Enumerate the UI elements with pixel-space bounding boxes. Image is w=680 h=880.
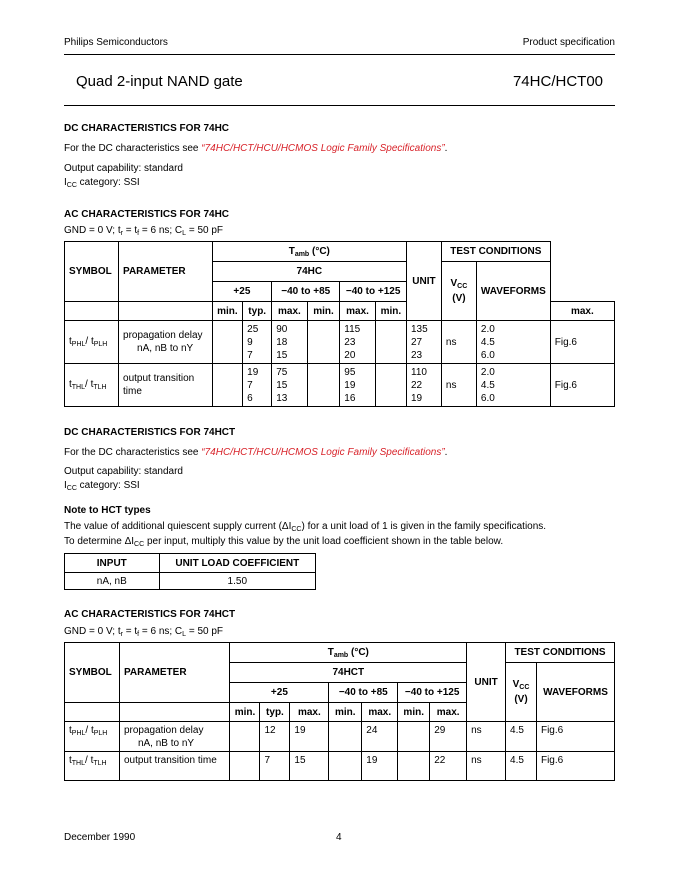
unit-header: UNIT <box>467 643 506 722</box>
parameter-cell: output transition time <box>119 364 213 407</box>
max-value: 19 <box>290 722 329 752</box>
typ-value: 19 7 6 <box>243 364 272 407</box>
symbol-header: SYMBOL <box>65 242 119 302</box>
max-value: 19 <box>362 752 398 781</box>
symbol-header: SYMBOL <box>65 643 120 703</box>
typ-value: 12 <box>260 722 290 752</box>
note-line-2: To determine $\Delta I_{CC}$ per input, multiply this value by the unit load coefficient shown in the table below. <box>64 536 504 548</box>
t125-header: −40 to +125 <box>398 683 467 703</box>
parameter-header: PARAMETER <box>119 643 230 703</box>
unit-load-table <box>64 553 316 590</box>
symbol-cell: $t_{THL}/$ $t_{TLH}$ <box>65 752 120 781</box>
table-row <box>65 321 615 364</box>
footer-date: December 1990 <box>64 832 136 843</box>
note-line-1: The value of additional quiescent supply current $(\Delta I_{CC})$ for a unit load of 1 is given in the family specifications. <box>64 521 547 533</box>
title-rule <box>64 105 615 106</box>
vcc-value: 2.0 4.5 6.0 <box>476 364 550 407</box>
vcc-value: 4.5 <box>506 722 537 752</box>
dc-hct-icc: $I_{CC}$ category: SSI <box>64 480 140 492</box>
max-header: max. <box>430 703 467 722</box>
parameter-cell: propagation delay nA, nB to nY <box>119 321 213 364</box>
dc-hc-output: Output capability: standard <box>64 163 183 174</box>
table-row <box>65 364 615 407</box>
max-header: max. <box>550 302 614 321</box>
family-spec-link[interactable]: “74HC/HCT/HCU/HCMOS Logic Family Specifications” <box>201 447 445 458</box>
t25-header: +25 <box>230 683 329 703</box>
max-value: 24 <box>362 722 398 752</box>
vcc-value: 2.0 4.5 6.0 <box>476 321 550 364</box>
ac-hc-heading: AC CHARACTERISTICS FOR 74HC <box>64 209 230 220</box>
waveform-cell: Fig.6 <box>550 321 614 364</box>
parameter-cell: output transition time <box>119 752 230 781</box>
max-header: max. <box>362 703 398 722</box>
min-header: min. <box>398 703 430 722</box>
coefficient-cell: 1.50 <box>159 573 315 590</box>
vcc-header: $V_{CC}$ (V) <box>506 663 537 722</box>
max-value: 95 19 16 <box>340 364 375 407</box>
unit-cell: ns <box>441 321 476 364</box>
symbol-cell: $t_{PHL}/$ $t_{PLH}$ <box>65 321 119 364</box>
tamb-header: $T_{amb}$ (°C) <box>212 242 406 262</box>
vcc-value: 4.5 <box>506 752 537 781</box>
page-title: Quad 2-input NAND gate <box>76 73 243 90</box>
unit-cell: ns <box>467 722 506 752</box>
max-value: 75 15 13 <box>272 364 307 407</box>
family-header: 74HCT <box>230 663 467 683</box>
max-header: max. <box>340 302 375 321</box>
min-header: min. <box>329 703 362 722</box>
test-conditions-header: TEST CONDITIONS <box>441 242 550 262</box>
part-number: 74HC/HCT00 <box>512 73 603 90</box>
ac-hc-table <box>64 241 615 407</box>
coefficient-header: UNIT LOAD COEFFICIENT <box>159 554 315 573</box>
dc-hct-output: Output capability: standard <box>64 466 183 477</box>
typ-value: 25 9 7 <box>243 321 272 364</box>
ac-hc-conditions: GND = 0 V; $t_r = t_f = 6$ ns; $C_L = 50$ pF <box>64 225 224 237</box>
tamb-header: $T_{amb}$ (°C) <box>230 643 467 663</box>
input-header: INPUT <box>65 554 160 573</box>
table-row <box>65 722 615 752</box>
max-value: 135 27 23 <box>407 321 442 364</box>
dc-hc-heading: DC CHARACTERISTICS FOR 74HC <box>64 123 230 134</box>
symbol-cell: $t_{PHL}/$ $t_{PLH}$ <box>65 722 120 752</box>
waveform-cell: Fig.6 <box>550 364 614 407</box>
typ-value: 7 <box>260 752 290 781</box>
waveforms-header: WAVEFORMS <box>536 663 614 722</box>
company-name: Philips Semiconductors <box>64 37 168 48</box>
unit-cell: ns <box>467 752 506 781</box>
max-value: 29 <box>430 722 467 752</box>
waveforms-header: WAVEFORMS <box>476 262 550 321</box>
t85-header: −40 to +85 <box>329 683 398 703</box>
dc-hct-reference: For the DC characteristics see “74HC/HCT/HCU/HCMOS Logic Family Specifications”. <box>64 447 448 458</box>
dc-hc-icc: $I_{CC}$ category: SSI <box>64 177 140 189</box>
ac-hct-heading: AC CHARACTERISTICS FOR 74HCT <box>64 609 236 620</box>
test-conditions-header: TEST CONDITIONS <box>506 643 615 663</box>
input-cell: nA, nB <box>65 573 160 590</box>
vcc-header: $V_{CC}$ (V) <box>441 262 476 321</box>
dc-hc-reference: For the DC characteristics see “74HC/HCT/HCU/HCMOS Logic Family Specifications”. <box>64 143 448 154</box>
ac-hct-table <box>64 642 615 781</box>
typ-header: typ. <box>260 703 290 722</box>
min-header: min. <box>307 302 340 321</box>
max-value: 15 <box>290 752 329 781</box>
document-type: Product specification <box>522 37 615 48</box>
unit-cell: ns <box>441 364 476 407</box>
max-header: max. <box>272 302 307 321</box>
family-header: 74HC <box>212 262 406 282</box>
max-header: max. <box>290 703 329 722</box>
t125-header: −40 to +125 <box>340 282 407 302</box>
waveform-cell: Fig.6 <box>536 752 614 781</box>
max-value: 90 18 15 <box>272 321 307 364</box>
family-spec-link[interactable]: “74HC/HCT/HCU/HCMOS Logic Family Specifications” <box>201 143 445 154</box>
unit-header: UNIT <box>407 242 442 321</box>
min-header: min. <box>230 703 260 722</box>
parameter-header: PARAMETER <box>119 242 213 302</box>
t85-header: −40 to +85 <box>272 282 340 302</box>
min-header: min. <box>375 302 406 321</box>
header-rule <box>64 54 615 55</box>
max-value: 115 23 20 <box>340 321 375 364</box>
ac-hct-conditions: GND = 0 V; $t_r = t_f = 6$ ns; $C_L = 50$ pF <box>64 626 224 638</box>
max-value: 22 <box>430 752 467 781</box>
parameter-cell: propagation delay nA, nB to nY <box>119 722 230 752</box>
note-heading: Note to HCT types <box>64 505 151 516</box>
typ-header: typ. <box>243 302 272 321</box>
t25-header: +25 <box>212 282 272 302</box>
dc-hct-heading: DC CHARACTERISTICS FOR 74HCT <box>64 427 236 438</box>
page-number: 4 <box>336 832 342 843</box>
symbol-cell: $t_{THL}/$ $t_{TLH}$ <box>65 364 119 407</box>
max-value: 110 22 19 <box>407 364 442 407</box>
min-header: min. <box>212 302 243 321</box>
waveform-cell: Fig.6 <box>536 722 614 752</box>
table-row <box>65 752 615 781</box>
table-row <box>65 573 316 590</box>
